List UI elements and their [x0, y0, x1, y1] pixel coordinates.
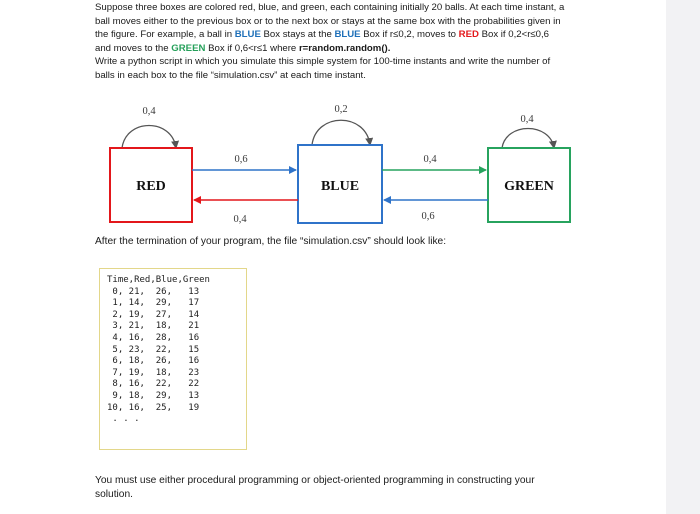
markov-diagram [0, 0, 700, 240]
green-to-blue-prob: 0,6 [421, 211, 435, 222]
text-run: Box if 0,2<r≤0,6 and moves to the [95, 29, 549, 54]
blue-box-label: BLUE [320, 179, 360, 194]
green-keyword: GREEN [171, 42, 206, 54]
csv-row: 3, 21, 18, 21 [107, 321, 200, 332]
red-self-loop [122, 126, 176, 149]
csv-header: Time,Red,Blue,Green [107, 275, 210, 285]
blue-to-red-prob: 0,4 [233, 214, 247, 225]
csv-ellipsis: . . . [107, 414, 140, 425]
blue-to-green-prob: 0,4 [423, 154, 437, 165]
csv-row: 8, 16, 22, 22 [107, 379, 200, 390]
csv-row: 10, 16, 25, 19 [107, 402, 200, 413]
green-self-loop [502, 129, 554, 149]
task-paragraph: Write a python script in which you simulate this simple system for 100-time instants and write the number of balls in each box to the file “simulation.csv” at each time instant. [95, 56, 551, 81]
csv-row: 4, 16, 28, 16 [107, 332, 200, 343]
code-expression: r=random.random(). [298, 42, 391, 54]
csv-row: 9, 18, 29, 13 [107, 390, 200, 401]
text-run: Box if 0,6<r≤1 where [208, 42, 297, 54]
green-self-prob: 0,4 [520, 114, 534, 125]
text-run: Box if r≤0,2, moves to [363, 29, 456, 40]
red-keyword: RED [458, 29, 479, 40]
blue-keyword: BLUE [334, 29, 361, 40]
csv-row: 2, 19, 27, 14 [107, 309, 200, 320]
red-box-label: RED [136, 179, 166, 194]
csv-row: 1, 14, 29, 17 [107, 298, 200, 309]
csv-row: 7, 19, 18, 23 [107, 367, 200, 378]
red-to-blue-prob: 0,6 [234, 154, 248, 165]
blue-self-loop [312, 120, 370, 145]
green-box-label: GREEN [504, 179, 554, 194]
text-run: Box stays at the [263, 29, 332, 40]
text-run: Suppose three boxes are colored red, blue, and green, each containing initially 20 balls. At each time instant, a ball moves either to the previous box or to the next box or stays at the same box with the probabilities given in the figure. For example, a ball in [95, 2, 565, 40]
csv-row: 6, 18, 26, 16 [107, 356, 200, 367]
after-termination-text: After the termination of your program, the file “simulation.csv” should look like: [95, 236, 447, 247]
csv-row: 5, 23, 22, 15 [107, 344, 200, 355]
csv-row: 0, 21, 26, 13 [107, 286, 200, 297]
blue-keyword: BLUE [234, 29, 261, 40]
blue-self-prob: 0,2 [334, 104, 348, 115]
closing-requirement-text: You must use either procedural programming or object-oriented programming in constructing your solution. [95, 475, 535, 500]
csv-preview [107, 275, 210, 426]
red-self-prob: 0,4 [142, 106, 156, 117]
